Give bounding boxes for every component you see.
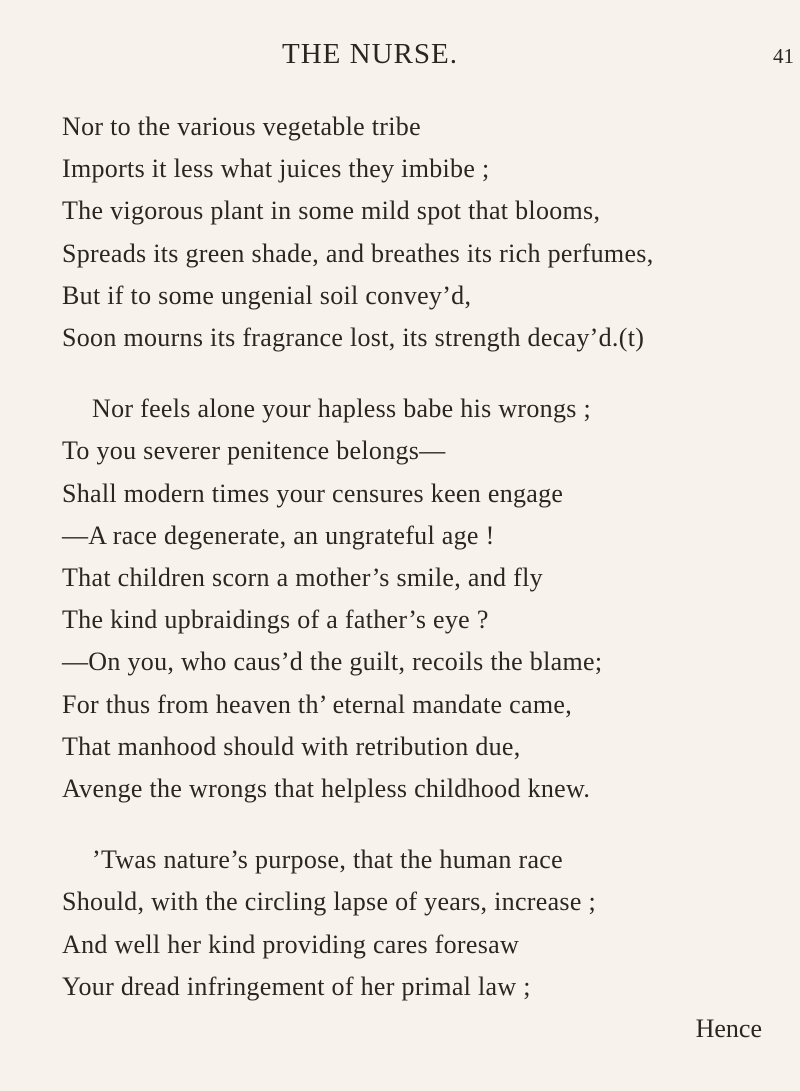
poem-body: [62, 106, 782, 1079]
verse-line: Nor to the various vegetable tribe: [62, 112, 421, 141]
verse-line: To you severer penitence belongs—: [62, 436, 446, 466]
verse-line: And well her kind providing cares foresaw: [62, 929, 520, 959]
verse-line: That children scorn a mother’s smile, and fly: [62, 563, 543, 593]
verse-line: Soon mourns its fragrance lost, its strength decay’d.(t): [62, 323, 645, 353]
running-title: THE NURSE.: [282, 38, 458, 70]
page-number: 41: [773, 44, 794, 68]
stanza-2: [62, 388, 782, 810]
stanza-3: [62, 839, 782, 1050]
verse-line: The vigorous plant in some mild spot that blooms,: [62, 196, 601, 226]
verse-line: That manhood should with retribution due,: [62, 731, 521, 761]
verse-line: Avenge the wrongs that helpless childhood knew.: [62, 774, 591, 804]
verse-line: Nor feels alone your hapless babe his wrongs ;: [92, 394, 592, 424]
verse-line: For thus from heaven th’ eternal mandate came,: [62, 689, 573, 719]
stanza-1: [62, 106, 782, 359]
verse-line: Should, with the circling lapse of years, increase ;: [62, 887, 596, 917]
verse-line: Imports it less what juices they imbibe ;: [62, 154, 490, 184]
verse-line: —On you, who caus’d the guilt, recoils the blame;: [62, 647, 603, 677]
verse-line: The kind upbraidings of a father’s eye ?: [62, 605, 489, 635]
verse-line: —A race degenerate, an ungrateful age !: [62, 520, 495, 550]
running-head: [0, 34, 800, 74]
verse-line: Your dread infringement of her primal law ;: [62, 971, 531, 1001]
verse-line: ’Twas nature’s purpose, that the human race: [92, 845, 563, 875]
verse-line: But if to some ungenial soil convey’d,: [62, 280, 472, 310]
verse-line: Shall modern times your censures keen engage: [62, 478, 564, 508]
verse-line: Spreads its green shade, and breathes its rich perfumes,: [62, 238, 654, 268]
catchword: Hence: [695, 1014, 762, 1044]
